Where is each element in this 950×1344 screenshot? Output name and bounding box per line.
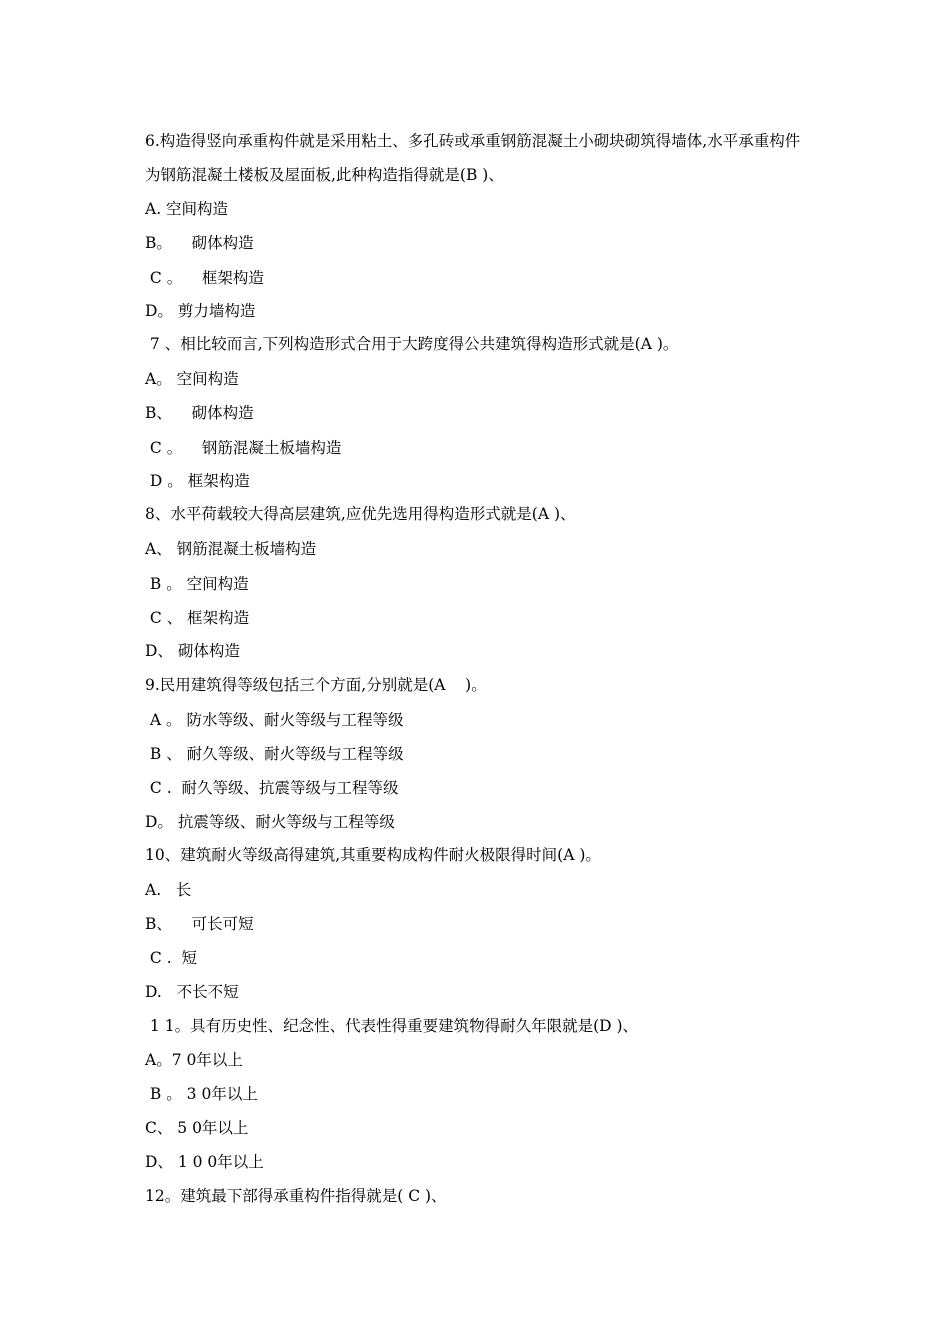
question-7-option-b: B、 砌体构造 [145, 404, 254, 422]
question-10-option-c: C . 短 [145, 949, 197, 967]
question-10-stem: 10、建筑耐火等级高得建筑,其重要构成构件耐火极限得时间(A )。 [145, 846, 601, 864]
question-11-option-a: A。7 0年以上 [145, 1051, 243, 1069]
question-6-option-b: B。 砌体构造 [145, 234, 254, 252]
question-9-option-a: A 。 防水等级、耐火等级与工程等级 [145, 711, 404, 729]
question-6-stem: 6.构造得竖向承重构件就是采用粘土、多孔砖或承重钢筋混凝土小砌块砌筑得墙体,水平承重构件为钢筋混凝土楼板及屋面板,此种构造指得就是(B )、 [145, 132, 801, 184]
question-9-option-b: B 、 耐久等级、耐火等级与工程等级 [145, 745, 404, 763]
question-8-option-d: D、 砌体构造 [145, 642, 240, 660]
question-11-stem: 1 1。具有历史性、纪念性、代表性得重要建筑物得耐久年限就是(D )、 [145, 1017, 639, 1035]
question-9-stem: 9.民用建筑得等级包括三个方面,分别就是(A )。 [145, 676, 487, 694]
question-6-option-c: C 。 框架构造 [145, 269, 264, 287]
question-6-option-d: D。 剪力墙构造 [145, 302, 256, 320]
question-7-option-d: D 。 框架构造 [145, 472, 250, 490]
question-11-option-b: B 。 3 0年以上 [145, 1085, 258, 1103]
question-9-option-d: D。 抗震等级、耐火等级与工程等级 [145, 813, 395, 831]
question-10-option-b: B、 可长可短 [145, 915, 254, 933]
question-11-option-c: C、 5 0年以上 [145, 1119, 249, 1137]
question-8-stem: 8、水平荷载较大得高层建筑,应优先选用得构造形式就是(A )、 [145, 505, 576, 523]
question-7-option-a: A。 空间构造 [145, 370, 239, 388]
question-10-option-d: D. 不长不短 [145, 983, 239, 1001]
question-7-option-c: C 。 钢筋混凝土板墙构造 [145, 439, 342, 457]
question-8-option-b: B 。 空间构造 [145, 575, 249, 593]
question-9-option-c: C . 耐久等级、抗震等级与工程等级 [145, 779, 399, 797]
question-12-stem: 12。建筑最下部得承重构件指得就是( C )、 [145, 1187, 447, 1205]
question-6-option-a: A. 空间构造 [145, 200, 229, 218]
question-7-stem: 7 、相比较而言,下列构造形式合用于大跨度得公共建筑得构造形式就是(A )。 [145, 335, 679, 353]
question-10-option-a: A. 长 [145, 881, 192, 899]
question-11-option-d: D、 1 0 0年以上 [145, 1153, 264, 1171]
question-8-option-c: C 、 框架构造 [145, 609, 250, 627]
question-8-option-a: A、 钢筋混凝土板墙构造 [145, 540, 317, 558]
